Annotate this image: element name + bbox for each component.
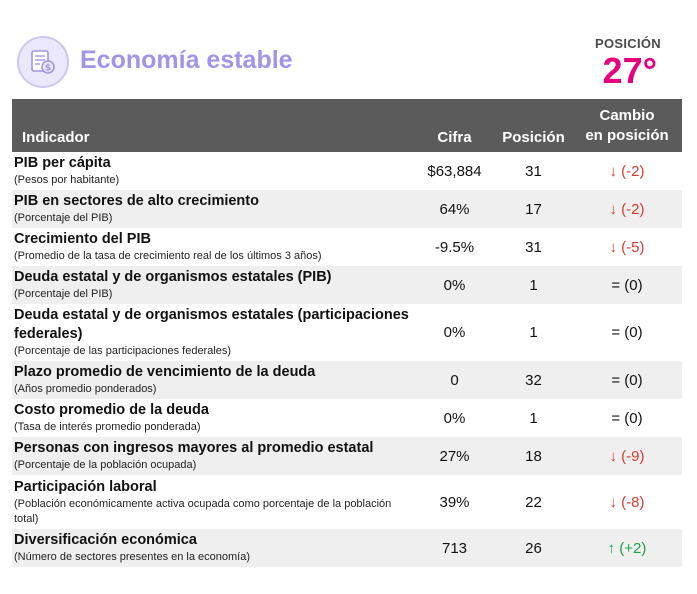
table-row bbox=[12, 437, 682, 475]
indicator-cell bbox=[12, 361, 414, 399]
position-cell: 17 bbox=[525, 200, 542, 218]
indicator-name: Deuda estatal y de organismos estatales (PIB) bbox=[14, 269, 332, 285]
table-header-row bbox=[12, 99, 682, 152]
indicator-name: Deuda estatal y de organismos estatales (participaciones federales) bbox=[14, 307, 409, 342]
svg-text:$: $ bbox=[44, 63, 52, 74]
arrow-down-icon: ↓ bbox=[609, 447, 617, 465]
indicator-name: Participación laboral bbox=[14, 478, 157, 495]
indicator-name: Personas con ingresos mayores al promedio estatal bbox=[14, 440, 374, 456]
equal-icon: = bbox=[611, 324, 621, 341]
indicator-name: Diversificación económica bbox=[14, 532, 197, 548]
arrow-down-icon: ↓ bbox=[609, 493, 617, 511]
equal-icon: = bbox=[611, 371, 621, 389]
change-value: (-8) bbox=[621, 493, 645, 511]
figure-cell: 39% bbox=[439, 493, 470, 511]
indicator-cell bbox=[12, 190, 414, 228]
rank-label: POSICIÓN bbox=[595, 36, 661, 51]
change-value: (+2) bbox=[619, 539, 647, 557]
change-cell bbox=[572, 437, 682, 475]
table-row bbox=[12, 399, 682, 437]
table-row bbox=[12, 266, 682, 304]
indicator-description: (Porcentaje de la población ocupada) bbox=[14, 459, 197, 471]
money-document-icon bbox=[17, 36, 69, 88]
arrow-down-icon: ↓ bbox=[609, 200, 617, 218]
table-row bbox=[12, 190, 682, 228]
indicator-description: (Promedio de la tasa de crecimiento real de los últimos 3 años) bbox=[14, 250, 322, 262]
figure-cell: -9.5% bbox=[434, 238, 475, 256]
change-value: (-2) bbox=[621, 162, 645, 180]
indicator-cell bbox=[12, 304, 414, 361]
figure-cell: 64% bbox=[439, 200, 470, 218]
column-header-position: Posición bbox=[502, 129, 565, 146]
indicator-description: (Porcentaje de las participaciones federales) bbox=[14, 345, 232, 357]
arrow-down-icon: ↓ bbox=[609, 162, 617, 180]
page-title: Economía estable bbox=[80, 46, 293, 74]
change-value: (0) bbox=[624, 371, 643, 389]
indicator-cell bbox=[12, 266, 414, 304]
change-cell bbox=[572, 475, 682, 529]
indicator-name: Costo promedio de la deuda bbox=[14, 402, 209, 418]
table-row bbox=[12, 228, 682, 266]
change-value: (-9) bbox=[621, 447, 645, 465]
indicator-name: PIB per cápita bbox=[14, 155, 111, 171]
indicator-description: (Porcentaje del PIB) bbox=[14, 288, 113, 300]
figure-cell: 27% bbox=[439, 447, 470, 465]
indicator-description: (Pesos por habitante) bbox=[14, 174, 120, 186]
indicator-description: (Tasa de interés promedio ponderada) bbox=[14, 421, 201, 433]
arrow-down-icon: ↓ bbox=[609, 238, 617, 256]
equal-icon: = bbox=[611, 276, 621, 294]
change-value: (-5) bbox=[621, 238, 645, 256]
indicator-cell bbox=[12, 228, 414, 266]
table-row bbox=[12, 152, 682, 190]
indicators-table bbox=[12, 99, 682, 567]
figure-cell: 0% bbox=[443, 409, 466, 427]
rank-value: 27° bbox=[602, 50, 657, 91]
figure-cell: 0 bbox=[450, 371, 459, 389]
indicator-cell bbox=[12, 475, 414, 529]
column-header-change bbox=[572, 99, 682, 152]
indicator-name: Plazo promedio de vencimiento de la deuda bbox=[14, 364, 316, 380]
column-header-change-line2: en posición bbox=[585, 127, 669, 144]
indicator-cell bbox=[12, 529, 414, 567]
indicator-cell bbox=[12, 152, 414, 190]
figure-cell: $63,884 bbox=[427, 162, 482, 180]
change-cell bbox=[572, 228, 682, 266]
change-cell bbox=[572, 304, 682, 361]
change-value: (0) bbox=[624, 324, 643, 341]
equal-icon: = bbox=[611, 409, 621, 427]
change-cell bbox=[572, 529, 682, 567]
indicator-name: PIB en sectores de alto crecimiento bbox=[14, 193, 259, 209]
column-header-figure: Cifra bbox=[437, 129, 472, 146]
table-row bbox=[12, 529, 682, 567]
change-cell bbox=[572, 399, 682, 437]
change-cell bbox=[572, 266, 682, 304]
position-cell: 1 bbox=[529, 409, 538, 427]
change-cell bbox=[572, 190, 682, 228]
page-header bbox=[0, 0, 697, 100]
table-row bbox=[12, 361, 682, 399]
position-cell: 31 bbox=[525, 162, 542, 180]
figure-cell: 0% bbox=[443, 324, 466, 341]
indicator-name: Crecimiento del PIB bbox=[14, 231, 151, 247]
change-cell bbox=[572, 152, 682, 190]
indicator-description: (Porcentaje del PIB) bbox=[14, 212, 113, 224]
table-row bbox=[12, 304, 682, 361]
figure-cell: 713 bbox=[441, 539, 468, 557]
position-cell: 1 bbox=[529, 276, 538, 294]
position-cell: 31 bbox=[525, 238, 542, 256]
change-value: (-2) bbox=[621, 200, 645, 218]
column-header-change-line1: Cambio bbox=[599, 107, 655, 124]
figure-cell: 0% bbox=[443, 276, 466, 294]
change-value: (0) bbox=[624, 276, 643, 294]
indicator-description: (Población económicamente activa ocupada como porcentaje de la población total) bbox=[14, 497, 392, 525]
indicator-cell bbox=[12, 399, 414, 437]
position-cell: 22 bbox=[525, 493, 542, 511]
position-cell: 26 bbox=[525, 539, 542, 557]
column-header-indicator: Indicador bbox=[22, 129, 90, 146]
indicator-cell bbox=[12, 437, 414, 475]
position-cell: 1 bbox=[529, 324, 538, 341]
change-value: (0) bbox=[624, 409, 643, 427]
indicator-description: (Número de sectores presentes en la economía) bbox=[14, 551, 251, 563]
indicator-description: (Años promedio ponderados) bbox=[14, 383, 157, 395]
position-cell: 18 bbox=[525, 447, 542, 465]
table-row bbox=[12, 475, 682, 529]
position-cell: 32 bbox=[525, 371, 542, 389]
arrow-up-icon: ↑ bbox=[607, 539, 616, 557]
change-cell bbox=[572, 361, 682, 399]
